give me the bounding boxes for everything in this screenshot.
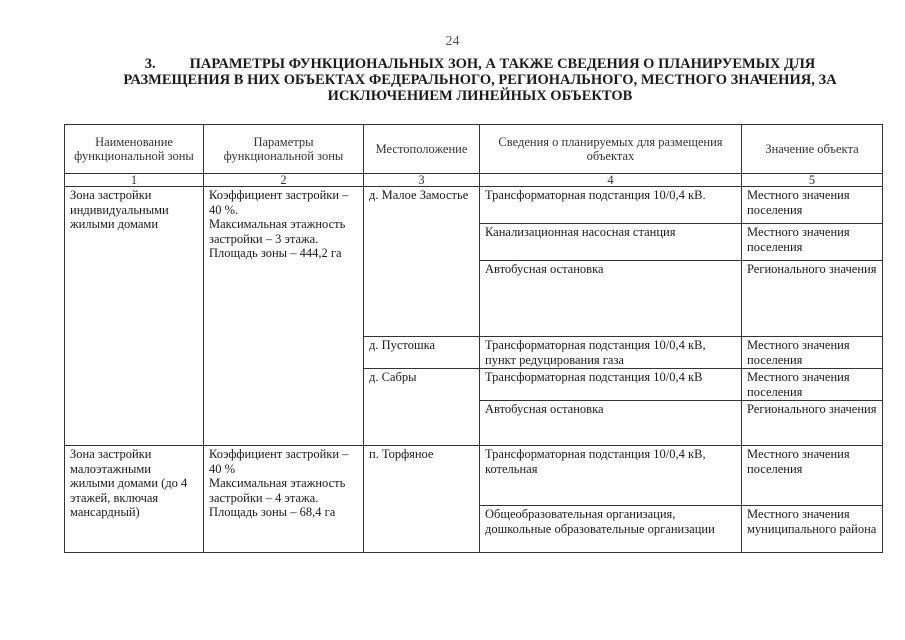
column-number: 1 bbox=[65, 174, 204, 187]
object-value: Регионального значения bbox=[742, 401, 883, 446]
section-title-text: ПАРАМЕТРЫ ФУНКЦИОНАЛЬНЫХ ЗОН, А ТАКЖЕ СВЕДЕНИЯ О ПЛАНИРУЕМЫХ ДЛЯ РАЗМЕЩЕНИЯ В НИХ ОБЪЕКТАХ ФЕДЕРАЛЬНОГО, РЕГИОНАЛЬНОГО, МЕСТНОГО ЗНАЧЕНИЯ, ЗА ИСКЛЮЧЕНИЕМ ЛИНЕЙНЫХ ОБЪЕКТОВ bbox=[123, 56, 837, 104]
page-number: 24 bbox=[445, 34, 460, 49]
table-row bbox=[65, 446, 883, 506]
column-number: 2 bbox=[204, 174, 364, 187]
object-value: Регионального значения bbox=[742, 261, 883, 337]
object-value: Местного значения поселения bbox=[742, 446, 883, 506]
object-description: Общеобразовательная организация, дошкольные образовательные организации bbox=[480, 506, 742, 553]
section-title bbox=[100, 56, 860, 104]
header-location: Местоположение bbox=[364, 125, 480, 174]
object-description: Трансформаторная подстанция 10/0,4 кВ, пункт редуцирования газа bbox=[480, 337, 742, 369]
object-value: Местного значения муниципального района bbox=[742, 506, 883, 553]
column-number: 4 bbox=[480, 174, 742, 187]
object-value: Местного значения поселения bbox=[742, 224, 883, 261]
section-number: 3. bbox=[144, 56, 156, 72]
object-description: Трансформаторная подстанция 10/0,4 кВ. bbox=[480, 187, 742, 224]
table-row bbox=[65, 187, 883, 224]
object-description: Канализационная насосная станция bbox=[480, 224, 742, 261]
zones-table bbox=[64, 124, 883, 553]
column-number-row bbox=[65, 174, 883, 187]
zone-location: д. Сабры bbox=[364, 369, 480, 446]
object-description: Автобусная остановка bbox=[480, 401, 742, 446]
zone-location: д. Пустошка bbox=[364, 337, 480, 369]
header-planned-objects: Сведения о планируемых для размещения объектах bbox=[480, 125, 742, 174]
zone-location: д. Малое Замостье bbox=[364, 187, 480, 337]
header-object-value: Значение объекта bbox=[742, 125, 883, 174]
object-description: Автобусная остановка bbox=[480, 261, 742, 337]
object-description: Трансформаторная подстанция 10/0,4 кВ, котельная bbox=[480, 446, 742, 506]
object-description: Трансформаторная подстанция 10/0,4 кВ bbox=[480, 369, 742, 401]
zone-params: Коэффициент застройки – 40 %. Максимальная этажность застройки – 3 этажа. Площадь зоны – 444,2 га bbox=[204, 187, 364, 446]
zone-location: п. Торфяное bbox=[364, 446, 480, 553]
table-header-row bbox=[65, 125, 883, 174]
header-zone-params: Параметры функциональной зоны bbox=[204, 125, 364, 174]
zone-params: Коэффициент застройки – 40 % Максимальная этажность застройки – 4 этажа. Площадь зоны – 68,4 га bbox=[204, 446, 364, 553]
header-zone-name: Наименование функциональной зоны bbox=[65, 125, 204, 174]
column-number: 5 bbox=[742, 174, 883, 187]
zone-name: Зона застройки индивидуальными жилыми домами bbox=[65, 187, 204, 446]
column-number: 3 bbox=[364, 174, 480, 187]
object-value: Местного значения поселения bbox=[742, 369, 883, 401]
object-value: Местного значения поселения bbox=[742, 187, 883, 224]
object-value: Местного значения поселения bbox=[742, 337, 883, 369]
zone-name: Зона застройки малоэтажными жилыми домами (до 4 этажей, включая мансардный) bbox=[65, 446, 204, 553]
